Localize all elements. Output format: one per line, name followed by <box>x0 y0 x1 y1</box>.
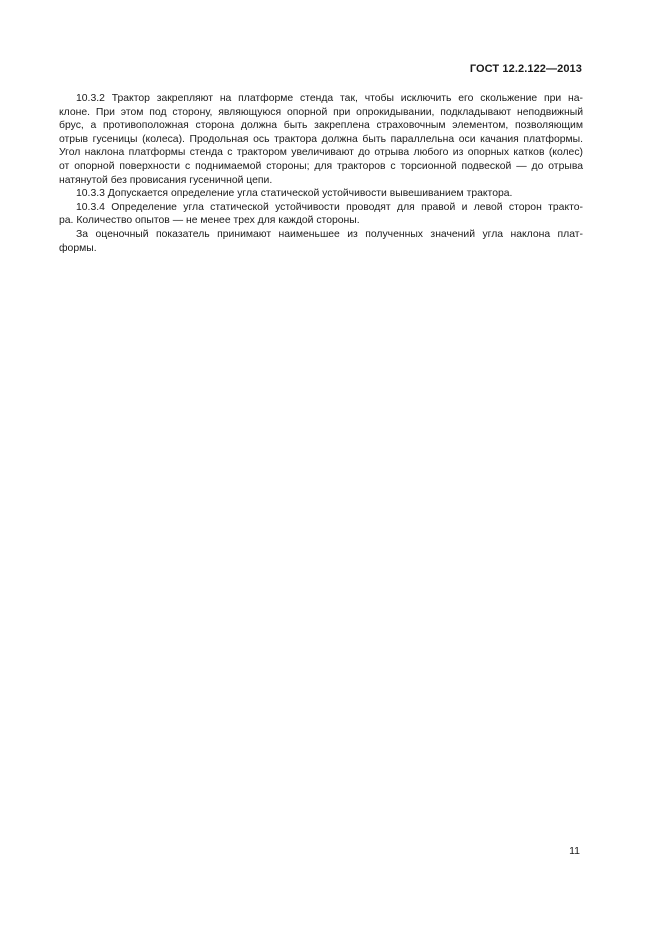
paragraph-10-3-4-line-2: ра. Количество опытов — не менее трех для каждой стороны. <box>59 215 360 227</box>
paragraph-10-3-2-line-6: от опорной поверхности с поднимаемой стороны; для тракторов с торсионной подвеской — до отрыва <box>59 160 583 172</box>
document-body <box>59 92 583 255</box>
paragraph-10-3-2-line-7: натянутой без провисания гусеничной цепи. <box>59 174 273 186</box>
paragraph-10-3-2-line-4: отрыв гусеницы (колеса). Продольная ось трактора должна быть параллельна оси качания платформы. <box>59 133 583 145</box>
paragraph-10-3-2-line-3: брус, а противоположная сторона должна быть закреплена страховочным элементом, позволяющим <box>59 120 583 132</box>
paragraph-evaluation-line-1: За оценочный показатель принимают наименьшее из полученных значений угла наклона плат- <box>76 228 583 240</box>
paragraph-10-3-2-line-2: клоне. При этом под сторону, являющуюся опорной при опрокидывании, подкладывают неподвижный <box>59 106 583 118</box>
paragraph-10-3-2-line-5: Угол наклона платформы стенда с трактором увеличивают до отрыва любого из опорных катков (колес) <box>59 147 583 159</box>
standard-code-header: ГОСТ 12.2.122—2013 <box>469 63 582 75</box>
paragraph-10-3-2-line-1: 10.3.2 Трактор закрепляют на платформе стенда так, чтобы исключить его скольжение при на- <box>76 93 583 104</box>
page-number: 11 <box>569 845 580 857</box>
paragraph-10-3-4-line-1: 10.3.4 Определение угла статической устойчивости проводят для правой и левой сторон тракто- <box>76 201 583 213</box>
paragraph-evaluation-line-2: формы. <box>59 242 97 254</box>
paragraph-10-3-3: 10.3.3 Допускается определение угла статической устойчивости вывешиванием трактора. <box>76 188 513 200</box>
